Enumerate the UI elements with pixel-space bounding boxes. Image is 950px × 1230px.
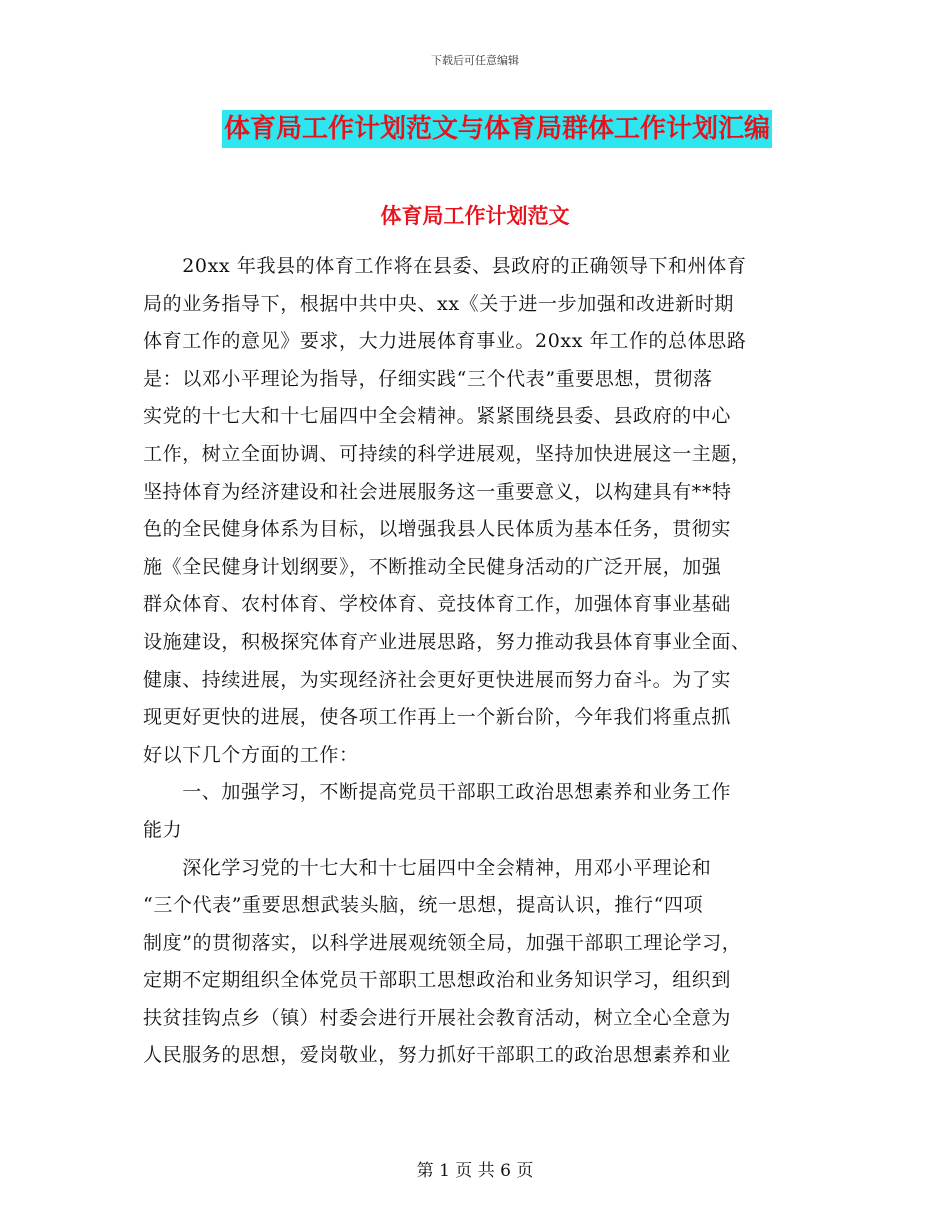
body-text — [143, 248, 806, 1075]
body-line: 健康、持续进展，为实现经济社会更好更快进展而努力奋斗。为了实 — [143, 668, 732, 691]
body-line: 好以下几个方面的工作： — [143, 743, 359, 766]
body-line: 设施建设，积极探究体育产业进展思路，努力推动我县体育事业全面、 — [143, 630, 751, 653]
body-line: 群众体育、农村体育、学校体育、竞技体育工作，加强体育事业基础 — [143, 593, 732, 616]
body-line: 人民服务的思想，爱岗敬业，努力抓好干部职工的政治思想素养和业 — [143, 1044, 732, 1067]
body-line: 能力 — [143, 818, 183, 841]
body-line: 现更好更快的进展，使各项工作再上一个新台阶，今年我们将重点抓 — [143, 706, 732, 729]
body-line: “三个代表”重要思想武装头脑，统一思想，提高认识，推行“四项 — [143, 894, 704, 917]
body-line: 扶贫挂钩点乡（镇）村委会进行开展社会教育活动，树立全心全意为 — [143, 1006, 732, 1029]
body-line: 一、加强学习，不断提高党员干部职工政治思想素养和业务工作 — [143, 781, 732, 804]
body-line: 工作，树立全面协调、可持续的科学进展观，坚持加快进展这一主题， — [143, 442, 751, 465]
body-line: 色的全民健身体系为目标，以增强我县人民体质为基本任务，贯彻实 — [143, 518, 732, 541]
body-line: 定期不定期组织全体党员干部职工思想政治和业务知识学习，组织到 — [143, 969, 732, 992]
header-note: 下载后可任意编辑 — [431, 54, 519, 67]
body-line: 制度”的贯彻落实，以科学进展观统领全局，加强干部职工理论学习， — [143, 931, 742, 954]
body-line: 是：以邓小平理论为指导，仔细实践“三个代表”重要思想，贯彻落 — [143, 367, 713, 390]
document-title: 体育局工作计划范文与体育局群体工作计划汇编 — [222, 110, 772, 148]
page-footer: 第 1 页 共 6 页 — [416, 1161, 534, 1181]
body-line: 体育工作的意见》要求，大力进展体育事业。20xx 年工作的总体思路 — [143, 330, 747, 353]
body-line: 局的业务指导下，根据中共中央、xx《关于进一步加强和改进新时期 — [143, 292, 735, 315]
body-line: 施《全民健身计划纲要》，不断推动全民健身活动的广泛开展，加强 — [143, 555, 722, 578]
body-line: 坚持体育为经济建设和社会进展服务这一重要意义，以构建具有**特 — [143, 480, 732, 503]
body-line: 深化学习党的十七大和十七届四中全会精神，用邓小平理论和 — [143, 856, 712, 879]
body-line: 实党的十七大和十七届四中全会精神。紧紧围绕县委、县政府的中心 — [143, 405, 732, 428]
section-title: 体育局工作计划范文 — [380, 204, 570, 228]
body-line: 20xx 年我县的体育工作将在县委、县政府的正确领导下和州体育 — [143, 255, 747, 277]
